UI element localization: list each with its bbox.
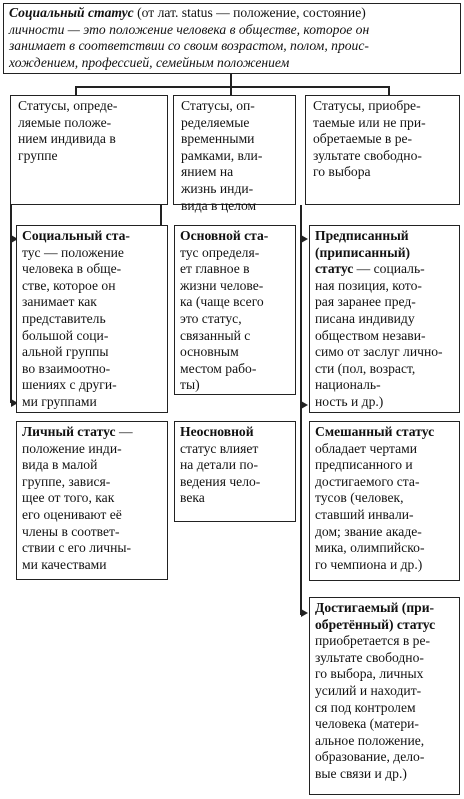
secondary-status-box [174, 421, 296, 522]
box-line: ты) [180, 377, 200, 393]
box-line: ная позиция, кото- [315, 277, 422, 293]
box-line: большой соци- [22, 327, 109, 343]
category-line: янием на [181, 164, 234, 180]
category-line: обретаемые в ре- [313, 131, 413, 147]
box-title: Достигаемый (при- [315, 600, 435, 615]
connector-drop-middle [230, 86, 232, 95]
box-line: ность и др.) [315, 393, 384, 409]
box-line: щее от того, как [22, 490, 115, 506]
category-line: рамками, вли- [181, 147, 263, 163]
box-line: писана индивиду [315, 310, 415, 326]
box-title: обретённый) статус [315, 616, 436, 632]
box-line: ка (чаще всего [180, 294, 264, 310]
box-line: ствии с его личны- [22, 540, 132, 556]
box-title: Смешанный статус [315, 424, 435, 439]
box-line: во взаимоотно- [22, 360, 111, 376]
definition-line: хождением, профессией, семейным положением [9, 54, 290, 70]
category-line: таемые или не при- [313, 114, 426, 130]
arrow-row3-right [301, 401, 308, 409]
category-line: Статусы, оп- [181, 98, 255, 113]
mixed-status-box [309, 421, 460, 581]
box-line: достигаемого ста- [315, 473, 420, 489]
category-line: вида в целом [181, 197, 257, 213]
box-title: (приписанный) [315, 244, 411, 260]
category-line: жизнь инди- [181, 180, 254, 196]
category-line: Статусы, опреде- [18, 98, 118, 113]
box-line: ся под контролем [315, 699, 416, 715]
box-line: обладает чертами [315, 440, 418, 456]
definition-box [3, 3, 461, 74]
ascribed-status-box [309, 225, 460, 413]
connector-drop-left [75, 86, 77, 95]
box-line: жизни челове- [180, 277, 264, 293]
box-line: статус влияет [180, 440, 259, 456]
box-line: ми группами [22, 393, 97, 409]
box-title: Социальный ста- [22, 228, 130, 243]
box-line: занимает как [22, 294, 97, 310]
box-line: стве, которое он [22, 277, 116, 293]
connector-vertical-right [300, 205, 302, 615]
category-line: зультате свободно- [313, 147, 422, 163]
social-status-box [16, 225, 168, 413]
definition-line: занимает в соответствии со своим возрастом, полом, проис- [9, 38, 369, 54]
box-title: Неосновной [180, 424, 254, 439]
box-title: статус [315, 261, 354, 277]
category-line: группе [18, 147, 58, 163]
box-line: националь- [315, 377, 381, 393]
box-line: ет главное в [180, 261, 250, 277]
category-line: ределяемые [181, 114, 250, 130]
category-time-statuses [173, 95, 296, 213]
definition-term: Социальный статус [9, 5, 134, 20]
box-line: тусов (человек, [315, 490, 404, 506]
box-line: — [115, 424, 133, 439]
category-choice-statuses [305, 95, 460, 205]
definition-line: (от лат. status — положение, состояние) [133, 5, 366, 20]
box-line: человека в обще- [22, 261, 122, 277]
box-title: Предписанный [315, 228, 409, 243]
box-line: дом; звание акаде- [315, 523, 422, 539]
arrow-row4-right [301, 609, 308, 617]
box-line: связанный с [180, 327, 251, 343]
box-line: шениях с други- [22, 377, 117, 393]
box-line: местом рабо- [180, 360, 257, 376]
box-line: приобретается в ре- [315, 633, 431, 649]
connector-horizontal-bar [75, 86, 389, 88]
box-line: представитель [22, 310, 106, 326]
box-line: усилий и находит- [315, 682, 422, 698]
category-line: нием индивида в [18, 131, 116, 147]
box-line: го чемпиона и др.) [315, 556, 423, 572]
box-line: образование, дело- [315, 749, 425, 765]
box-line: группе, завися- [22, 473, 111, 489]
box-line: его оценивают её [22, 506, 122, 522]
box-line: мика, олимпийско- [315, 540, 425, 556]
achieved-status-box [309, 597, 460, 795]
box-line: ведения чело- [180, 473, 261, 489]
box-line: это статус, [180, 310, 242, 326]
box-line: основным [180, 344, 239, 360]
category-line: ляемые положе- [18, 114, 112, 130]
box-line: века [180, 490, 205, 506]
box-line: ставший инвали- [315, 506, 414, 522]
box-line: обществом незави- [315, 327, 426, 343]
box-line: го выбора, личных [315, 666, 424, 682]
box-line: на детали по- [180, 457, 258, 473]
personal-status-box [16, 421, 168, 580]
box-line: вые связи и др.) [315, 765, 407, 781]
box-line: человека (матери- [315, 716, 419, 732]
box-line: сти (пол, возраст, [315, 360, 416, 376]
category-line: временными [181, 131, 255, 147]
category-line: го выбора [313, 164, 371, 180]
box-line: предписанного и [315, 457, 413, 473]
box-line: тус — положение [22, 244, 124, 260]
definition-line: личности — это положение человека в обществе, которое он [9, 21, 370, 37]
category-line: Статусы, приобре- [313, 98, 421, 113]
box-line: вида в малой [22, 457, 98, 473]
box-line: члены в соответ- [22, 523, 120, 539]
box-line: ми качествами [22, 556, 107, 572]
connector-drop-right [388, 86, 390, 95]
box-line: зультате свободно- [315, 649, 424, 665]
box-line: альной группы [22, 344, 109, 360]
box-title: Основной ста- [180, 228, 269, 243]
box-line: альное положение, [315, 732, 425, 748]
arrow-row2-right [301, 235, 308, 243]
box-line: рая заранее пред- [315, 294, 416, 310]
box-line: — социаль- [353, 261, 425, 277]
box-line: тус определя- [180, 244, 260, 260]
box-title: Личный статус [22, 424, 116, 439]
box-line: положение инди- [22, 440, 122, 456]
box-line: симо от заслуг лично- [315, 344, 443, 360]
category-group-statuses [10, 95, 168, 205]
main-status-box [174, 225, 296, 395]
